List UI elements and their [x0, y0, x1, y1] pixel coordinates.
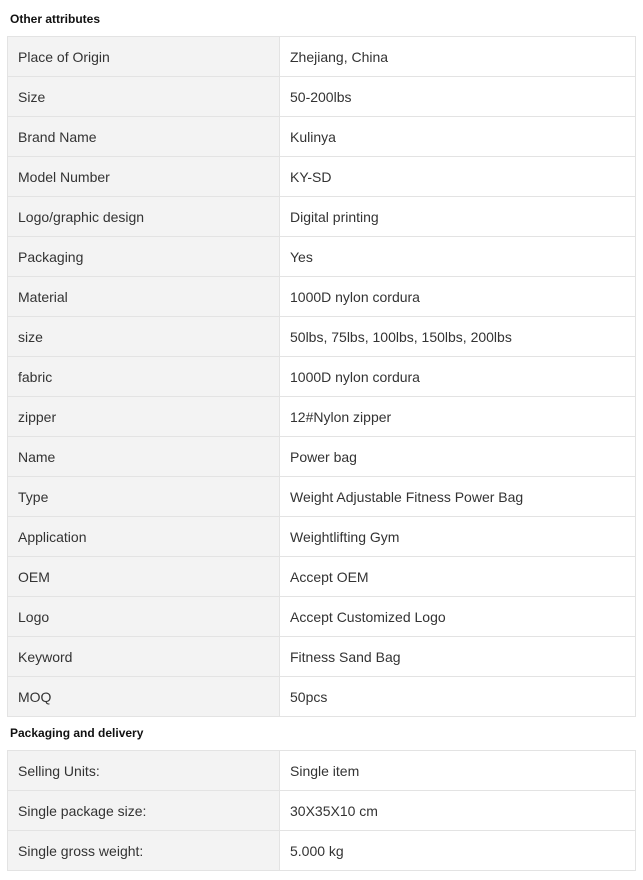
attribute-key: fabric	[8, 357, 280, 397]
attribute-key: Single gross weight:	[8, 831, 280, 871]
attribute-key: zipper	[8, 397, 280, 437]
attribute-key: Single package size:	[8, 791, 280, 831]
table-row	[8, 597, 636, 637]
attribute-value: Power bag	[280, 437, 636, 477]
table-row	[8, 237, 636, 277]
table-row	[8, 791, 636, 831]
attribute-key: MOQ	[8, 677, 280, 717]
attribute-value: Accept OEM	[280, 557, 636, 597]
table-row	[8, 397, 636, 437]
table-row	[8, 831, 636, 871]
table-row	[8, 437, 636, 477]
attribute-key: Logo	[8, 597, 280, 637]
attribute-key: Keyword	[8, 637, 280, 677]
table-row	[8, 317, 636, 357]
attribute-key: OEM	[8, 557, 280, 597]
table-row	[8, 637, 636, 677]
table-row	[8, 557, 636, 597]
attribute-key: Model Number	[8, 157, 280, 197]
table-row	[8, 677, 636, 717]
attribute-key: Application	[8, 517, 280, 557]
attribute-value: 1000D nylon cordura	[280, 277, 636, 317]
table-row	[8, 157, 636, 197]
table-row	[8, 37, 636, 77]
table-row	[8, 117, 636, 157]
attribute-value: 50-200lbs	[280, 77, 636, 117]
attribute-value: Weightlifting Gym	[280, 517, 636, 557]
attribute-value: Yes	[280, 237, 636, 277]
attribute-value: 50lbs, 75lbs, 100lbs, 150lbs, 200lbs	[280, 317, 636, 357]
attribute-key: Material	[8, 277, 280, 317]
attribute-value: Accept Customized Logo	[280, 597, 636, 637]
attribute-key: size	[8, 317, 280, 357]
table-row	[8, 277, 636, 317]
attribute-value: 1000D nylon cordura	[280, 357, 636, 397]
attribute-key: Type	[8, 477, 280, 517]
attribute-value: Fitness Sand Bag	[280, 637, 636, 677]
attribute-value: KY-SD	[280, 157, 636, 197]
attribute-value: Weight Adjustable Fitness Power Bag	[280, 477, 636, 517]
attribute-value: 5.000 kg	[280, 831, 636, 871]
table-row	[8, 197, 636, 237]
attribute-value: 12#Nylon zipper	[280, 397, 636, 437]
attribute-key: Size	[8, 77, 280, 117]
table-row	[8, 477, 636, 517]
table-row	[8, 77, 636, 117]
attribute-key: Place of Origin	[8, 37, 280, 77]
table-row	[8, 751, 636, 791]
attribute-key: Selling Units:	[8, 751, 280, 791]
attribute-value: 30X35X10 cm	[280, 791, 636, 831]
attribute-key: Packaging	[8, 237, 280, 277]
attribute-value: Kulinya	[280, 117, 636, 157]
attribute-value: Zhejiang, China	[280, 37, 636, 77]
table-row	[8, 517, 636, 557]
attribute-value: Digital printing	[280, 197, 636, 237]
packaging-delivery-table	[7, 750, 636, 871]
attribute-value: 50pcs	[280, 677, 636, 717]
other-attributes-title: Other attributes	[10, 12, 101, 26]
packaging-delivery-title: Packaging and delivery	[10, 726, 144, 740]
attribute-key: Brand Name	[8, 117, 280, 157]
other-attributes-table	[7, 36, 636, 717]
attribute-key: Logo/graphic design	[8, 197, 280, 237]
attribute-value: Single item	[280, 751, 636, 791]
table-row	[8, 357, 636, 397]
attribute-key: Name	[8, 437, 280, 477]
